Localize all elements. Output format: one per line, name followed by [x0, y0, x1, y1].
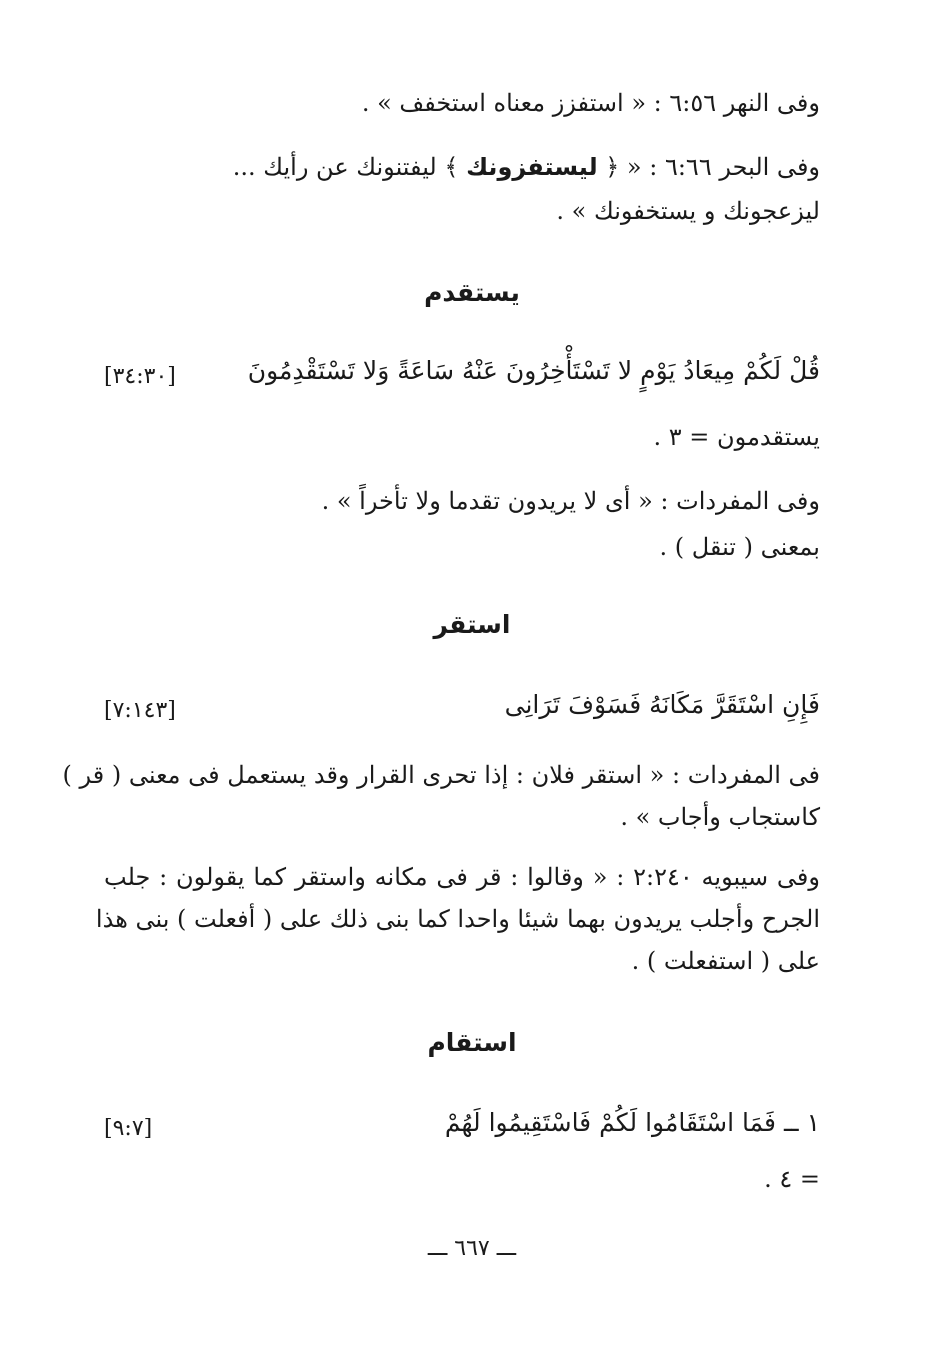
verse-1: قُلْ لَكُمْ مِيعَادُ يَوْمٍ لا تَسْتَأْخِرُونَ عَنْهُ سَاعَةً وَلا تَسْتَقْدِمُونَ	[247, 356, 820, 385]
text-line-bahr-2: ليزعجونك و يستخفونك » .	[556, 197, 820, 225]
bahr-suffix: ﴾ ليفتنونك عن رأيك ...	[232, 153, 459, 181]
text-line-mufradat-1: وفى المفردات : « أى لا يريدون تقدما ولا تأخراً » .	[321, 487, 820, 515]
verse-2-ref: [٧:١٤٣]	[104, 698, 176, 723]
heading-yastaqdim: يستقدم	[424, 278, 520, 307]
bahr-quran-word: ليستفزونك	[466, 153, 598, 181]
heading-istaqarra: استقر	[433, 610, 511, 639]
heading-istaqama: استقام	[427, 1028, 517, 1057]
verse-2: فَإِنِ اسْتَقَرَّ مَكَانَهُ فَسَوْفَ تَرَانِى	[504, 690, 820, 719]
text-line-equals: = ٤ .	[764, 1165, 820, 1193]
text-line-count: يستقدمون = ٣ .	[653, 423, 820, 451]
page-number: ـــ ٦٦٧ ـــ	[427, 1236, 517, 1261]
verse-3-ref: [٩:٧]	[104, 1116, 153, 1141]
text-line-mufradat-2a: فى المفردات : « استقر فلان : إذا تحرى القرار وقد يستعمل فى معنى ( قر )	[62, 761, 820, 789]
text-line-sibawayh-3: على ( استفعلت ) .	[631, 947, 820, 975]
text-line-sibawayh-1: وفى سيبويه ٢:٢٤٠ : « وقالوا : قر فى مكانه واستقر كما يقولون : جلب	[104, 863, 820, 891]
verse-1-ref: [٣٤:٣٠]	[104, 364, 176, 389]
text-line-sibawayh-2: الجرح وأجلب يريدون بهما شيئا واحدا كما بنى ذلك على ( أفعلت ) بنى هذا	[95, 905, 820, 933]
verse-3: ١ ــ فَمَا اسْتَقَامُوا لَكُمْ فَاسْتَقِيمُوا لَهُمْ	[444, 1108, 820, 1137]
text-line-mufradat-2b: كاستجاب وأجاب » .	[620, 803, 820, 831]
text-line-nahr: وفى النهر ٦:٥٦ : « استفزز معناه استخفف » .	[361, 89, 820, 117]
text-line-meaning: بمعنى ( تنقل ) .	[659, 533, 820, 561]
bahr-prefix: وفى البحر ٦:٦٦ : « ﴿	[605, 153, 820, 181]
text-line-bahr-1	[233, 150, 820, 184]
